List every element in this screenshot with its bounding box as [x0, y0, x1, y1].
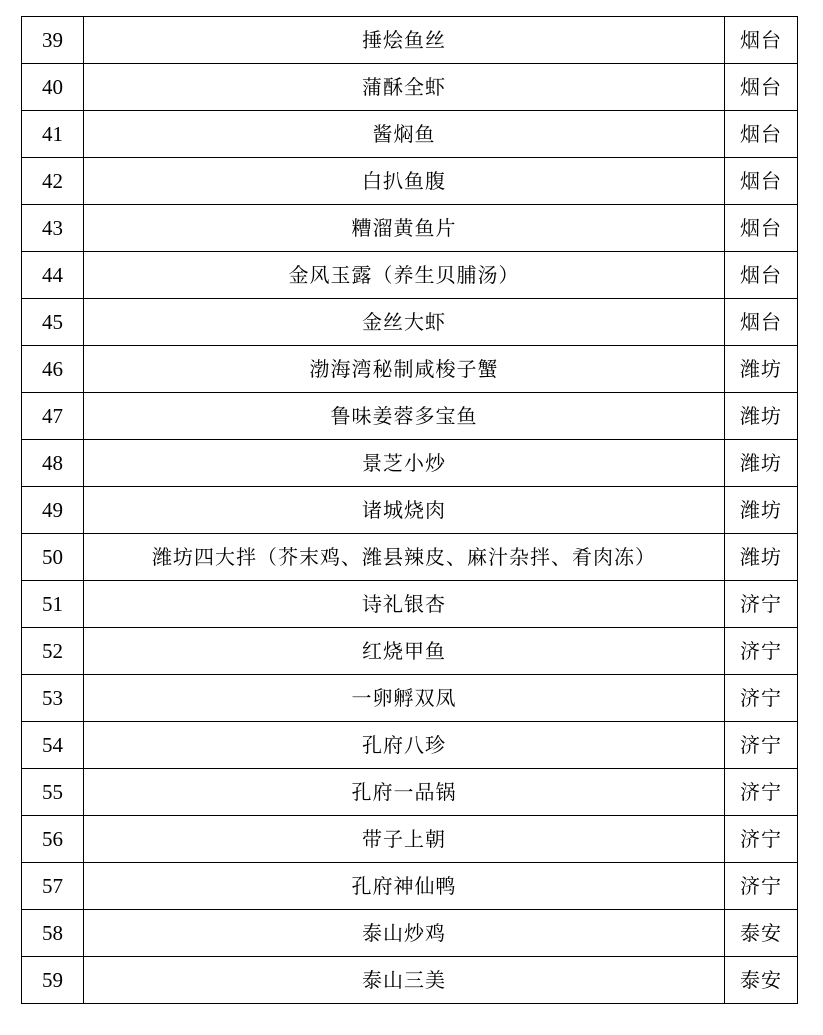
city-cell: 烟台 [725, 299, 798, 346]
table-row [22, 534, 798, 581]
table-row [22, 346, 798, 393]
table-row [22, 769, 798, 816]
row-number-cell: 46 [22, 346, 84, 393]
table-row [22, 111, 798, 158]
dish-name-cell: 酱焖鱼 [84, 111, 725, 158]
row-number-cell: 45 [22, 299, 84, 346]
dish-name-cell: 孔府一品锅 [84, 769, 725, 816]
dish-name-cell: 孔府八珍 [84, 722, 725, 769]
table-row [22, 393, 798, 440]
table-row [22, 722, 798, 769]
row-number-cell: 39 [22, 17, 84, 64]
row-number-cell: 44 [22, 252, 84, 299]
row-number-cell: 43 [22, 205, 84, 252]
city-cell: 烟台 [725, 64, 798, 111]
city-cell: 济宁 [725, 769, 798, 816]
table-row [22, 64, 798, 111]
dish-name-cell: 渤海湾秘制咸梭子蟹 [84, 346, 725, 393]
dish-name-cell: 泰山炒鸡 [84, 910, 725, 957]
table-row [22, 910, 798, 957]
row-number-cell: 56 [22, 816, 84, 863]
city-cell: 潍坊 [725, 534, 798, 581]
table-row [22, 675, 798, 722]
dish-name-cell: 孔府神仙鸭 [84, 863, 725, 910]
city-cell: 济宁 [725, 628, 798, 675]
city-cell: 济宁 [725, 675, 798, 722]
dish-name-cell: 红烧甲鱼 [84, 628, 725, 675]
city-cell: 济宁 [725, 863, 798, 910]
table-row [22, 816, 798, 863]
city-cell: 潍坊 [725, 440, 798, 487]
table-row [22, 628, 798, 675]
row-number-cell: 57 [22, 863, 84, 910]
row-number-cell: 40 [22, 64, 84, 111]
row-number-cell: 50 [22, 534, 84, 581]
table-row [22, 581, 798, 628]
dish-name-cell: 金丝大虾 [84, 299, 725, 346]
dish-name-cell: 捶烩鱼丝 [84, 17, 725, 64]
dish-name-cell: 潍坊四大拌（芥末鸡、潍县辣皮、麻汁杂拌、肴肉冻） [84, 534, 725, 581]
dish-name-cell: 鲁味姜蓉多宝鱼 [84, 393, 725, 440]
city-cell: 烟台 [725, 111, 798, 158]
dish-name-cell: 诗礼银杏 [84, 581, 725, 628]
dish-table-body [22, 17, 798, 1004]
row-number-cell: 42 [22, 158, 84, 205]
city-cell: 潍坊 [725, 487, 798, 534]
city-cell: 济宁 [725, 722, 798, 769]
dish-table-container [21, 16, 797, 1004]
row-number-cell: 53 [22, 675, 84, 722]
city-cell: 烟台 [725, 205, 798, 252]
dish-name-cell: 泰山三美 [84, 957, 725, 1004]
row-number-cell: 49 [22, 487, 84, 534]
city-cell: 泰安 [725, 957, 798, 1004]
table-row [22, 487, 798, 534]
table-row [22, 863, 798, 910]
dish-name-cell: 白扒鱼腹 [84, 158, 725, 205]
row-number-cell: 55 [22, 769, 84, 816]
table-row [22, 299, 798, 346]
row-number-cell: 41 [22, 111, 84, 158]
dish-name-cell: 糟溜黄鱼片 [84, 205, 725, 252]
dish-name-cell: 带子上朝 [84, 816, 725, 863]
row-number-cell: 59 [22, 957, 84, 1004]
table-row [22, 252, 798, 299]
city-cell: 泰安 [725, 910, 798, 957]
dish-name-cell: 蒲酥全虾 [84, 64, 725, 111]
city-cell: 烟台 [725, 158, 798, 205]
row-number-cell: 51 [22, 581, 84, 628]
dish-name-cell: 诸城烧肉 [84, 487, 725, 534]
dish-table [21, 16, 798, 1004]
dish-name-cell: 金风玉露（养生贝脯汤） [84, 252, 725, 299]
dish-name-cell: 一卵孵双凤 [84, 675, 725, 722]
row-number-cell: 52 [22, 628, 84, 675]
city-cell: 潍坊 [725, 393, 798, 440]
city-cell: 潍坊 [725, 346, 798, 393]
city-cell: 烟台 [725, 252, 798, 299]
city-cell: 烟台 [725, 17, 798, 64]
row-number-cell: 47 [22, 393, 84, 440]
city-cell: 济宁 [725, 816, 798, 863]
row-number-cell: 58 [22, 910, 84, 957]
row-number-cell: 48 [22, 440, 84, 487]
row-number-cell: 54 [22, 722, 84, 769]
table-row [22, 158, 798, 205]
dish-name-cell: 景芝小炒 [84, 440, 725, 487]
table-row [22, 17, 798, 64]
city-cell: 济宁 [725, 581, 798, 628]
table-row [22, 205, 798, 252]
table-row [22, 440, 798, 487]
table-row [22, 957, 798, 1004]
